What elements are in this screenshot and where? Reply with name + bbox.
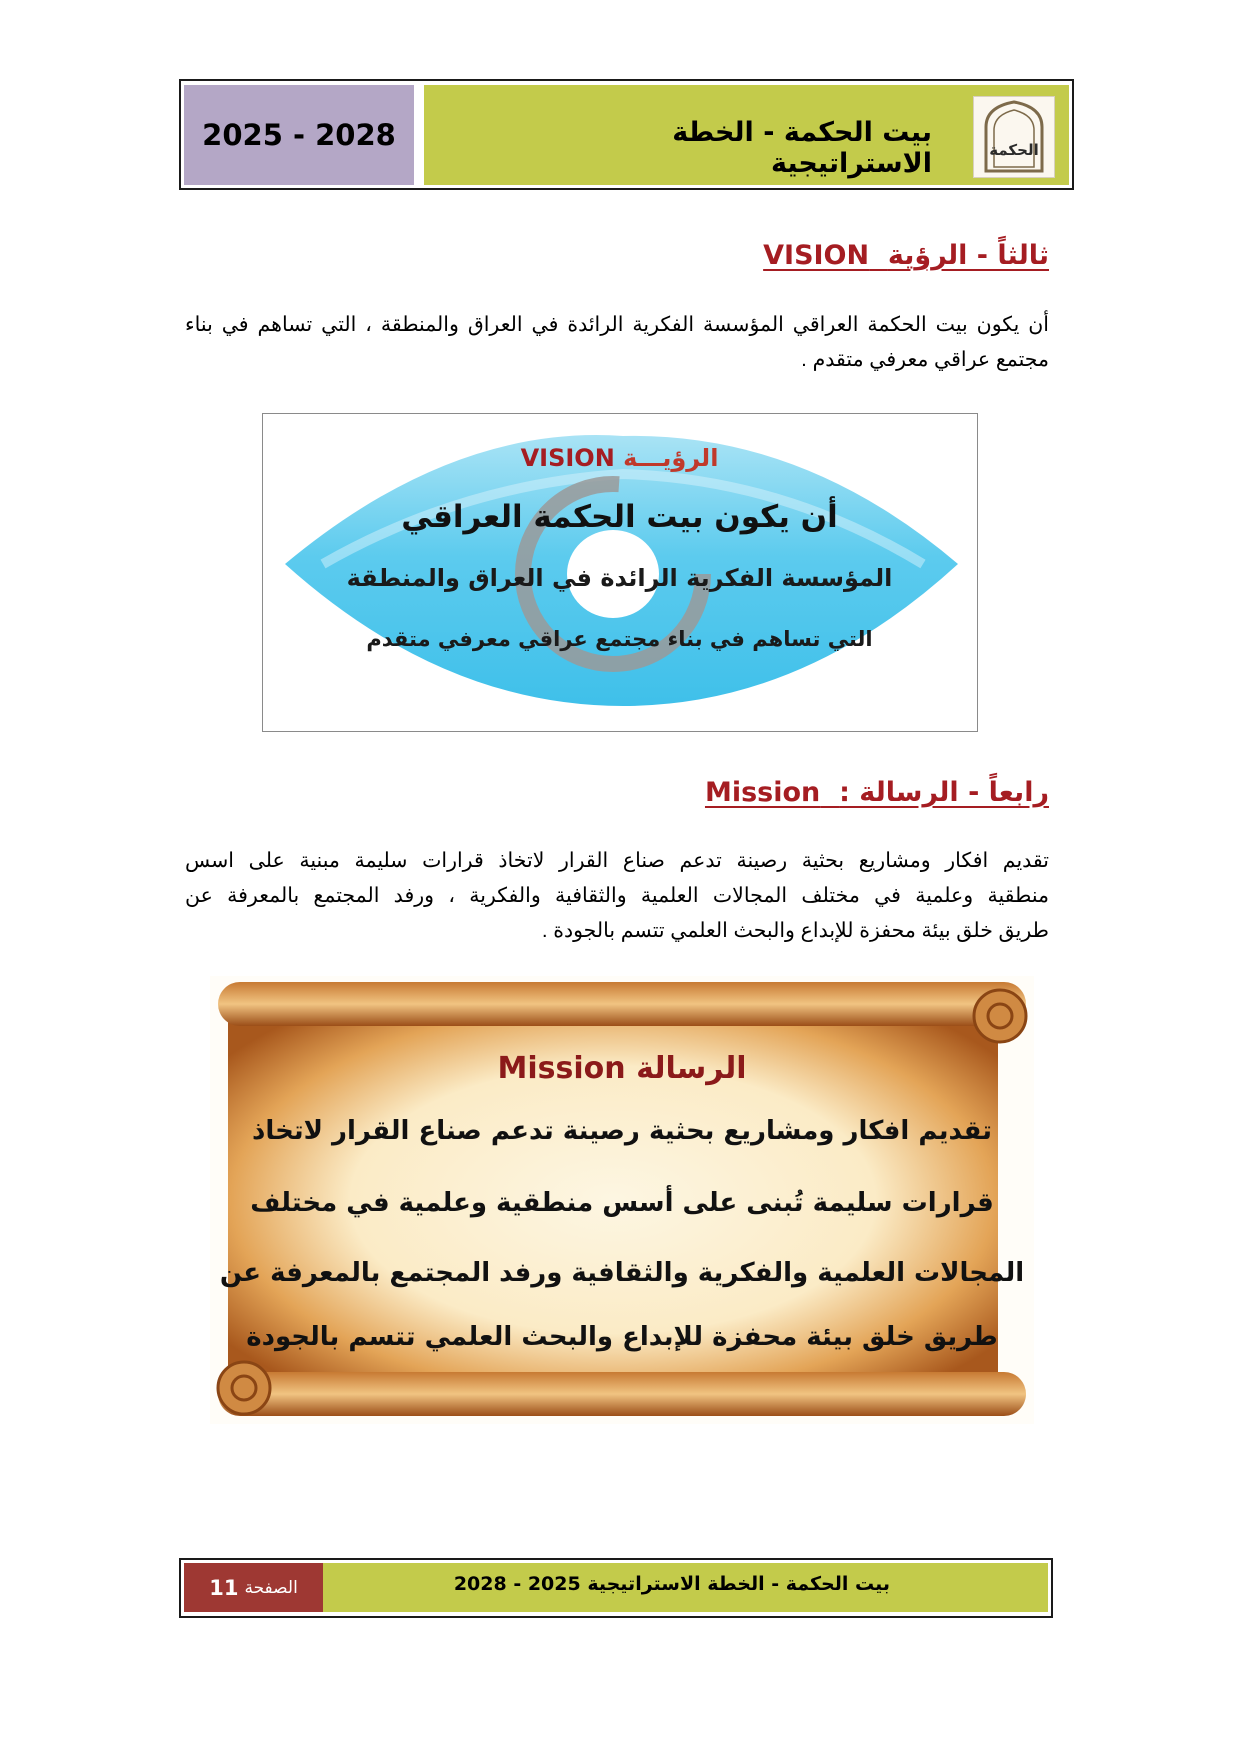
eye-line-1: أن يكون بيت الحكمة العراقي xyxy=(401,499,838,535)
eye-label-ar: الرؤيـــة xyxy=(623,444,719,472)
vision-paragraph xyxy=(185,307,1049,377)
header-years: 2025 - 2028 xyxy=(184,85,414,185)
vision-figure xyxy=(262,413,978,732)
eye-line-3: التي تساهم في بناء مجتمع عراقي معرفي متقدم xyxy=(366,627,873,651)
scroll-line-4: طريق خلق بيئة محفزة للإبداع والبحث العلمي تتسم بالجودة xyxy=(246,1322,998,1352)
logo-text: الحكمة xyxy=(989,141,1039,159)
vision-text-line: مجتمع عراقي معرفي متقدم . xyxy=(801,348,1049,371)
logo-emblem-icon xyxy=(974,97,1054,177)
eye-label-en: VISION xyxy=(520,444,615,472)
bayt-al-hikma-logo xyxy=(973,96,1055,178)
mission-paragraph xyxy=(185,843,1049,948)
mission-heading-en: Mission xyxy=(704,777,821,808)
vision-heading-ar: ثالثاً - الرؤية xyxy=(887,240,1049,271)
header-title: بيت الحكمة - الخطة الاستراتيجية xyxy=(672,117,932,179)
eye-line-2: المؤسسة الفكرية الرائدة في العراق والمنطقة xyxy=(346,564,893,592)
mission-heading xyxy=(705,777,1049,808)
mission-text-line: طريق خلق بيئة محفزة للإبداع والبحث العلمي تتسم بالجودة . xyxy=(541,919,1049,942)
scroll-line-3: المجالات العلمية والفكرية والثقافية ورفد المجتمع بالمعرفة عن xyxy=(219,1258,1025,1288)
footer-page-badge xyxy=(184,1563,323,1612)
mission-text-line: تقديم افكار ومشاريع بحثية رصينة تدعم صناع القرار لاتخاذ قرارات سليمة مبنية على اسس xyxy=(185,849,1049,872)
page-number: 11 xyxy=(209,1575,239,1600)
scroll-line-2: قرارات سليمة تُبنى على أسس منطقية وعلمية في مختلف xyxy=(250,1188,994,1218)
page-label: الصفحة xyxy=(244,1577,298,1598)
mission-text-line: منطقية وعلمية في مختلف المجالات العلمية والثقافية والفكرية ، ورفد المجتمع بالمعرفة عن xyxy=(185,884,1049,907)
mission-heading-ar: رابعاً - الرسالة : xyxy=(839,777,1049,808)
scroll-label xyxy=(210,1051,1034,1086)
eye-label xyxy=(263,444,976,472)
vision-text-line: أن يكون بيت الحكمة العراقي المؤسسة الفكرية الرائدة في العراق والمنطقة ، التي تساهم في بناء xyxy=(185,313,1049,336)
scroll-label-en: Mission xyxy=(497,1051,626,1086)
scroll-label-ar: الرسالة xyxy=(636,1051,747,1086)
scroll-line-1: تقديم افكار ومشاريع بحثية رصينة تدعم صناع القرار لاتخاذ xyxy=(252,1116,992,1146)
vision-heading xyxy=(763,240,1049,271)
footer-title: بيت الحكمة - الخطة الاستراتيجية 2025 - 2028 xyxy=(453,1573,890,1595)
vision-heading-en: VISION xyxy=(763,240,870,271)
mission-figure xyxy=(210,976,1034,1424)
